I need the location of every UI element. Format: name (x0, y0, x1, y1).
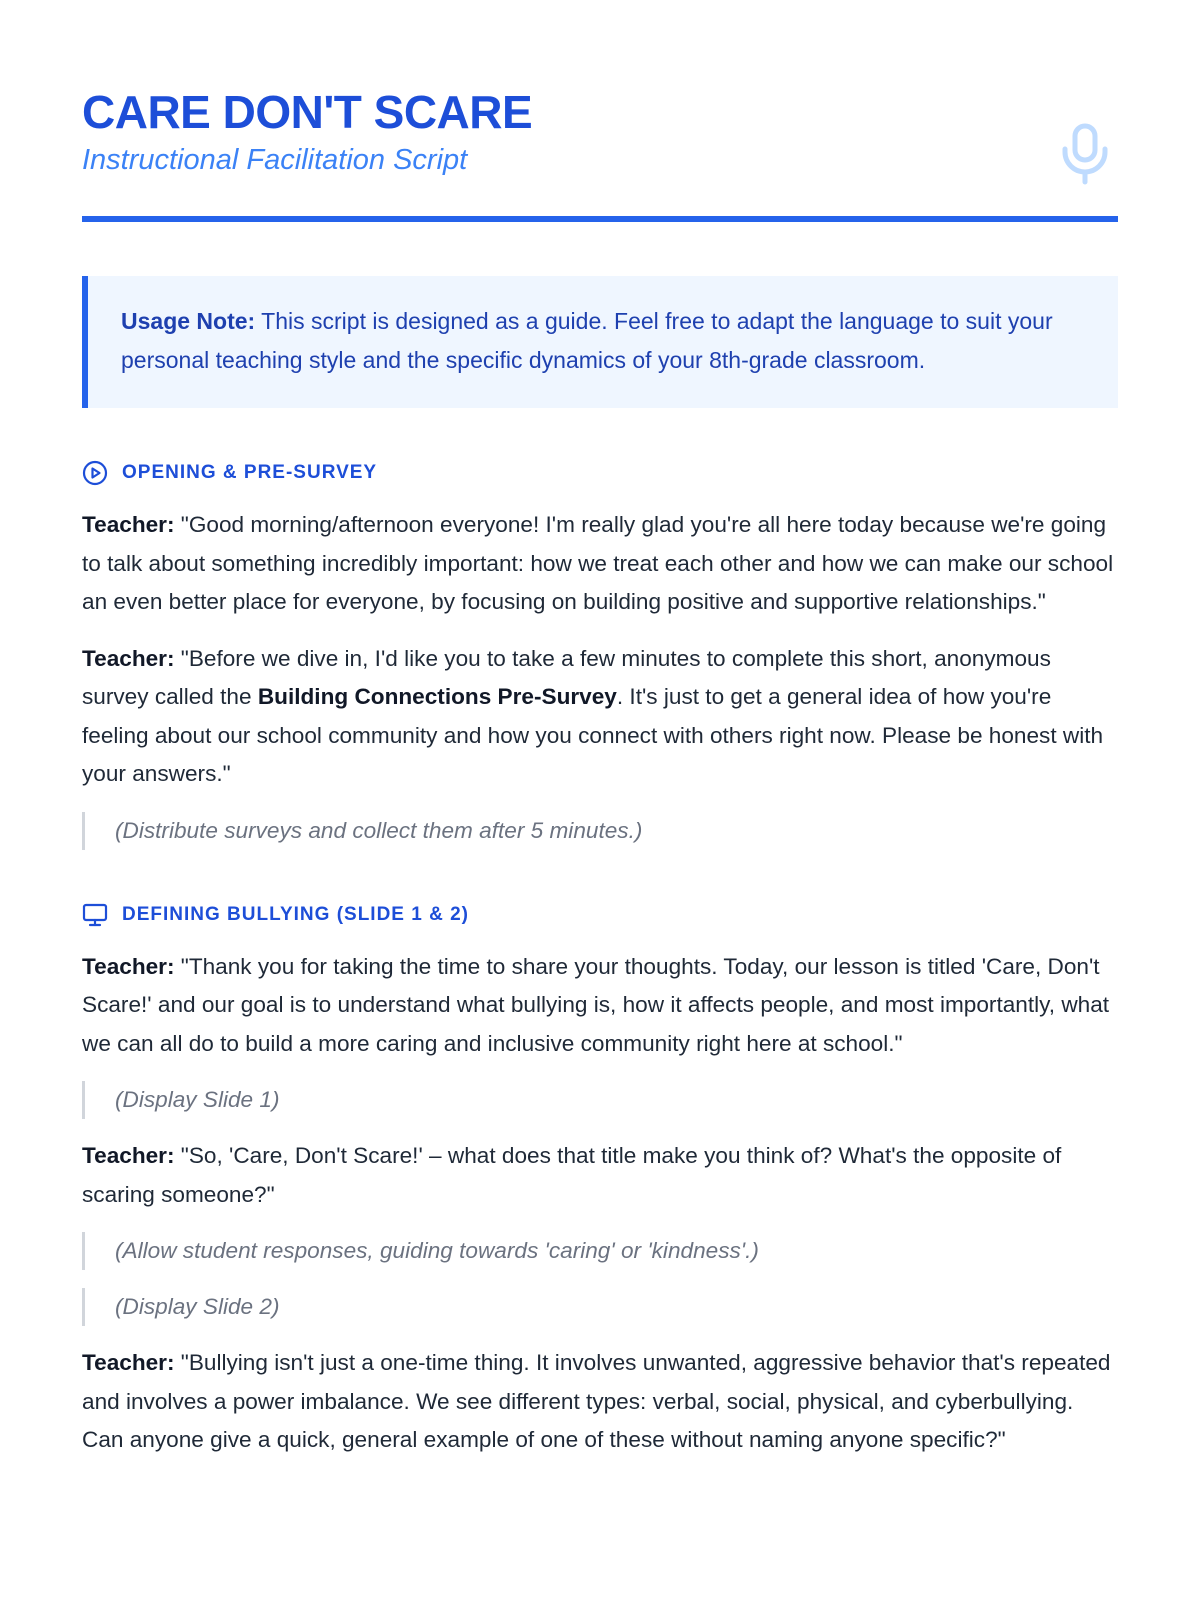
speaker-label: Teacher: (82, 512, 175, 537)
dialogue-text: "Thank you for taking the time to share your thoughts. Today, our lesson is titled 'Care, Don't Scare!' and our goal is to understand what bullying is, how it affects people, and most importantly, what we can all do to build a more caring and inclusive community right here at school." (82, 953, 1110, 1056)
teacher-line (82, 1344, 1118, 1460)
stage-direction: (Allow student responses, guiding towards 'caring' or 'kindness'.) (82, 1232, 1118, 1270)
dialogue-text: "Good morning/afternoon everyone! I'm really glad you're all here today because we're going to talk about something incredibly important: how we treat each other and how we can make our school an even better place for everyone, by focusing on building positive and supportive relationships." (82, 512, 1114, 614)
speaker-label: Teacher: (82, 953, 175, 979)
dialogue-text: "So, 'Care, Don't Scare!' – what does that title make you think of? What's the opposite of scaring someone?" (82, 1143, 1062, 1207)
section-heading-defining (82, 902, 1118, 928)
stage-direction: (Display Slide 2) (82, 1288, 1118, 1326)
play-circle-icon (82, 460, 108, 486)
stage-direction: (Distribute surveys and collect them after 5 minutes.) (82, 812, 1118, 850)
speaker-label: Teacher: (82, 645, 175, 671)
survey-name: Building Connections Pre-Survey (257, 684, 617, 709)
microphone-icon (1060, 122, 1110, 186)
stage-direction: (Display Slide 1) (82, 1081, 1118, 1119)
usage-note (82, 276, 1118, 408)
section-title: DEFINING BULLYING (SLIDE 1 & 2) (122, 903, 469, 925)
page-title: CARE DON'T SCARE (82, 86, 533, 138)
section-title: OPENING & PRE-SURVEY (122, 462, 378, 483)
section-heading-opening (82, 460, 1118, 486)
page-subtitle: Instructional Facilitation Script (82, 144, 468, 176)
speaker-label: Teacher: (82, 1143, 175, 1168)
monitor-icon (82, 902, 108, 928)
dialogue-text: "Bullying isn't just a one-time thing. It involves unwanted, aggressive behavior that's repeated and involves a power imbalance. We see different types: verbal, social, physical, and cyberbullying. Can anyone give a quick, general example of one of these without naming anyone specific?" (82, 1350, 1111, 1452)
teacher-line (82, 948, 1118, 1064)
teacher-line (82, 640, 1118, 794)
speaker-label: Teacher: (82, 1350, 175, 1375)
dialogue-text: . It's just to get a general idea of how you're feeling about our school community and how you connect with others right now. Please be honest with your answers." (82, 684, 1104, 786)
dialogue-text: "Before we dive in, I'd like you to take a few minutes to complete this short, anonymous survey called the (82, 645, 1051, 709)
teacher-line (82, 506, 1118, 622)
teacher-line (82, 1137, 1118, 1214)
document-header (82, 0, 1118, 222)
usage-note-label: Usage Note: (121, 308, 256, 334)
usage-note-text: This script is designed as a guide. Feel free to adapt the language to suit your personal teaching style and the specific dynamics of your 8th-grade classroom. (121, 308, 1053, 373)
